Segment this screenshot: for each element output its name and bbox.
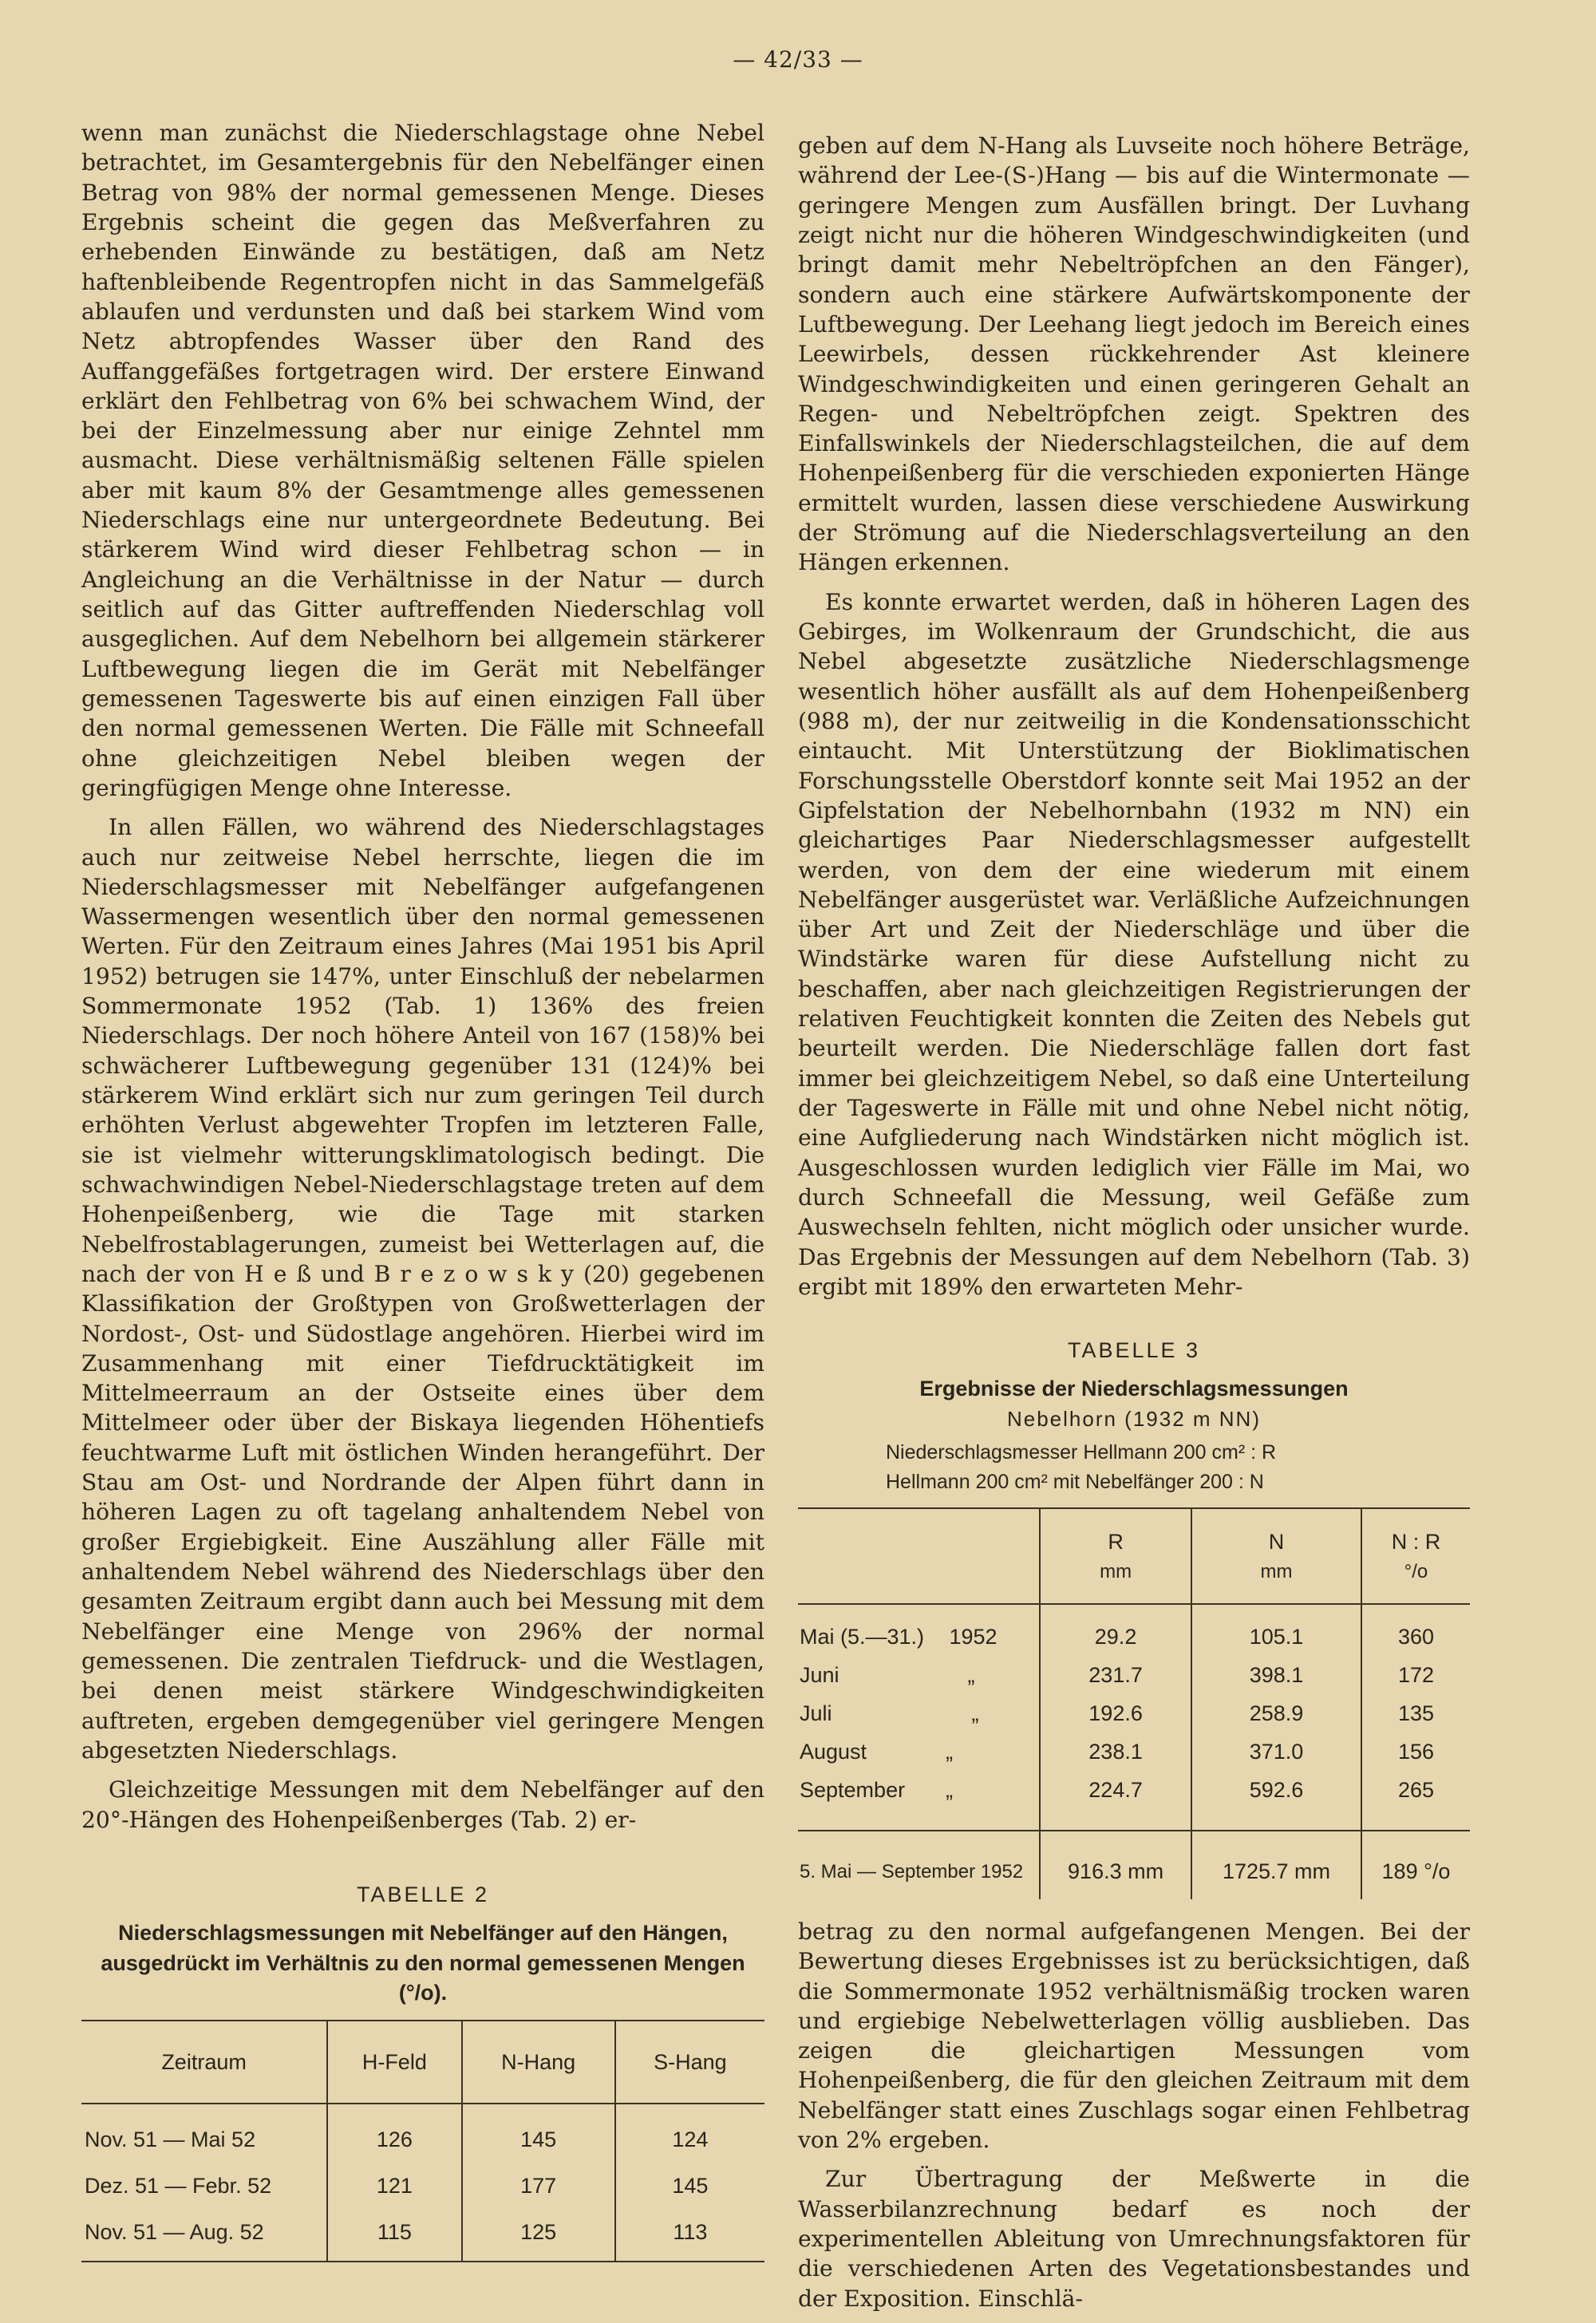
table-2-grid xyxy=(81,2020,764,2262)
table-caption: TABELLE 2 xyxy=(356,1882,490,1906)
table-cell: 265 xyxy=(1361,1772,1470,1831)
table-row xyxy=(798,1695,1470,1733)
table-cell: Nov. 51 — Mai 52 xyxy=(85,2127,256,2151)
column-header xyxy=(1040,1508,1191,1604)
right-column xyxy=(798,131,1470,2323)
column-header: Zeitraum xyxy=(81,2021,327,2104)
table-total-row xyxy=(798,1831,1470,1899)
table-legend xyxy=(886,1438,1470,1496)
table-cell: 124 xyxy=(615,2104,764,2163)
header-unit: mm xyxy=(1100,1561,1132,1583)
header-unit: mm xyxy=(1260,1561,1293,1583)
row-label xyxy=(798,1695,1040,1733)
total-cell: 1725.7 mm xyxy=(1191,1831,1361,1899)
total-cell: 916.3 mm xyxy=(1040,1831,1191,1899)
ditto-mark: „ xyxy=(967,1663,975,1688)
legend-line: Niederschlagsmesser Hellmann 200 cm² : R xyxy=(886,1441,1277,1464)
column-header: N-Hang xyxy=(462,2021,615,2104)
table-row xyxy=(81,2209,764,2262)
total-cell: 189 °/o xyxy=(1361,1831,1470,1899)
ditto-mark: „ xyxy=(946,1740,954,1764)
header-symbol: N : R xyxy=(1391,1529,1441,1554)
table-title: Ergebnisse der Niederschlagsmessungen xyxy=(919,1377,1349,1401)
table-cell: 125 xyxy=(462,2209,615,2262)
month-label: Juli xyxy=(800,1701,832,1726)
table-cell: 145 xyxy=(462,2104,615,2163)
table-cell: 177 xyxy=(462,2163,615,2209)
table-cell: 121 xyxy=(327,2163,461,2209)
ditto-mark: „ xyxy=(971,1701,979,1726)
table-cell: Dez. 51 — Febr. 52 xyxy=(85,2173,272,2198)
table-2 xyxy=(81,1882,764,2262)
paragraph: wenn man zunächst die Niederschlagstage ohne Nebel betrachtet, im Gesamtergebnis für den Nebelfänger einen Betrag von 98% der normal gemessenen Menge. Dieses Ergebnis scheint die gegen das Meßverfahren zu erhebenden Einwände zu bestätigen, daß am Netz haftenbleibende Regentropfen nicht in das Sammelgefäß ablaufen und verdunsten und daß bei starkem Wind vom Netz abtropfendes Wasser über den Rand des Auffanggefäßes fortgetragen wird. Der erstere Einwand erklärt den Fehlbetrag von 6% bei schwachem Wind, der bei der Einzelmessung aber nur einige Zehntel mm ausmacht. Diese verhältnismäßig seltenen Fälle spielen aber mit kaum 8% der Gesamtmenge alles gemessenen Niederschlags eine nur untergeordnete Bedeutung. Bei stärkerem Wind wird dieser Fehlbetrag schon — in Angleichung an die Verhältnisse in der Natur — durch seitlich auf das Gitter auftreffenden Niederschlag voll ausgeglichen. Auf dem Nebelhorn bei allgemein stärkerer Luftbewegung liegen die im Gerät mit Nebelfänger gemessenen Tageswerte bis auf einen einzigen Fall über den normal gemessenen Werten. Die Fälle mit Schneefall ohne gleichzeitigen Nebel bleiben wegen der geringfügigen Menge ohne Interesse. xyxy=(81,120,764,801)
table-row xyxy=(798,1657,1470,1695)
table-header-row xyxy=(798,1508,1470,1604)
table-cell: 360 xyxy=(1361,1604,1470,1657)
table-cell: 231.7 xyxy=(1040,1657,1191,1695)
table-cell: 135 xyxy=(1361,1695,1470,1733)
table-cell: 592.6 xyxy=(1191,1772,1361,1831)
column-header: S-Hang xyxy=(615,2021,764,2104)
table-cell: 145 xyxy=(615,2163,764,2209)
table-3-grid xyxy=(798,1507,1470,1899)
paragraph: In allen Fällen, wo während des Niederschlagstages auch nur zeitweise Nebel herrschte, liegen die im Niederschlagsmesser mit Nebelfänger aufgefangenen Wassermengen wesentlich über den normal gemessenen Werten. Für den Zeitraum eines Jahres (Mai 1951 bis April 1952) betrugen sie 147%, unter Einschluß der nebelarmen Sommermonate 1952 (Tab. 1) 136% des freien Niederschlags. Der noch höhere Anteil von 167 (158)% bei schwächerer Luftbewegung gegenüber 131 (124)% bei stärkerem Wind erklärt sich nur zum geringen Teil durch erhöhten Verlust abgewehter Tropfen im letzteren Falle, sie ist vielmehr witterungsklimatologisch bedingt. Die schwachwindigen Nebel-Niederschlagstage treten auf dem Hohenpeißenberg, wie die Tage mit starken Nebelfrostablagerungen, zumeist bei Wetterlagen auf, die nach der von H e ß und B r e z o w s k y (20) gegebenen Klassifikation der Großtypen von Großwetterlagen der Nordost-, Ost- und Südostlage angehören. Hierbei wird im Zusammenhang mit einer Tiefdrucktätigkeit im Mittelmeerraum an der Ostseite eines über dem Mittelmeer oder über der Biskaya liegenden Höhentiefs feuchtwarme Luft mit östlichen Winden herangeführt. Der Stau am Ost- und Nordrande der Alpen führt dann in höheren Lagen zu oft tagelang anhaltendem Nebel von großer Ergiebigkeit. Eine Auszählung aller Fälle mit anhaltendem Nebel während des Niederschlags über den gesamten Zeitraum ergibt dann auch bei Messung mit dem Nebelfänger eine Menge von 296% der normal gemessenen. Die zentralen Tiefdruck- und die Westlagen, bei denen meist stärkere Windgeschwindigkeiten auftreten, ergeben demgegenüber viel geringere Mengen abgesetzten Niederschlags. xyxy=(81,814,764,1764)
table-header-row xyxy=(81,2021,764,2104)
table-cell: 29.2 xyxy=(1040,1604,1191,1657)
row-label xyxy=(798,1733,1040,1772)
paragraph: betrag zu den normal aufgefangenen Mengen. Bei der Bewertung dieses Ergebnisses ist zu berücksichtigen, daß die Sommermonate 1952 verhältnismäßig trocken waren und ergiebige Nebelwetterlagen völlig ausblieben. Das zeigen die gleichartigen Messungen vom Hohenpeißenberg, die für den gleichen Zeitraum mit dem Nebelfänger statt eines Zuschlags sogar einen Fehlbetrag von 2% ergeben. xyxy=(798,1918,1470,2154)
table-cell: 224.7 xyxy=(1040,1772,1191,1831)
table-cell: 192.6 xyxy=(1040,1695,1191,1733)
table-cell: 115 xyxy=(327,2209,461,2262)
left-column xyxy=(81,118,764,2262)
table-row xyxy=(81,2104,764,2163)
column-header-blank xyxy=(798,1508,1040,1604)
header-symbol: N xyxy=(1268,1529,1285,1554)
table-cell: 156 xyxy=(1361,1733,1470,1772)
table-cell: 105.1 xyxy=(1191,1604,1361,1657)
legend-line: Hellmann 200 cm² mit Nebelfänger 200 : N xyxy=(886,1470,1264,1493)
month-label: Juni xyxy=(800,1663,839,1688)
table-cell: 371.0 xyxy=(1191,1733,1361,1772)
month-label: September xyxy=(800,1778,906,1803)
table-row xyxy=(798,1772,1470,1831)
table-caption: TABELLE 3 xyxy=(1067,1338,1201,1363)
row-label xyxy=(798,1604,1040,1657)
column-header xyxy=(1191,1508,1361,1604)
row-label xyxy=(798,1772,1040,1831)
month-label: Mai (5.—31.) xyxy=(800,1625,925,1649)
column-header xyxy=(1361,1508,1470,1604)
ditto-mark: „ xyxy=(946,1778,954,1803)
header-symbol: R xyxy=(1108,1529,1124,1554)
table-row xyxy=(798,1733,1470,1772)
total-label: 5. Mai — September 1952 xyxy=(800,1860,1024,1882)
table-cell: 398.1 xyxy=(1191,1657,1361,1695)
page-number: — 42/33 — xyxy=(733,46,863,73)
table-cell: 238.1 xyxy=(1040,1733,1191,1772)
table-cell: 258.9 xyxy=(1191,1695,1361,1733)
table-cell: 113 xyxy=(615,2209,764,2262)
table-subtitle: Nebelhorn (1932 m NN) xyxy=(1006,1406,1261,1431)
table-cell: 172 xyxy=(1361,1657,1470,1695)
paragraph: Gleichzeitige Messungen mit dem Nebelfänger auf den 20°-Hängen des Hohenpeißenberges (Tab. 2) er- xyxy=(81,1776,764,1833)
table-3 xyxy=(798,1338,1470,1899)
paragraph: geben auf dem N-Hang als Luvseite noch höhere Beträge, während der Lee-(S-)Hang — bis auf die Wintermonate — geringere Mengen zum Ausfällen bringt. Der Luvhang zeigt nicht nur die höheren Windgeschwindigkeiten (und bringt damit mehr Nebeltröpfchen an den Fänger), sondern auch eine stärkere Aufwärtskomponente der Luftbewegung. Der Leehang liegt jedoch im Bereich eines Leewirbels, dessen rückkehrender Ast kleinere Windgeschwindigkeiten und einen geringeren Gehalt an Regen- und Nebeltröpfchen zeigt. Spektren des Einfallswinkels der Niederschlagsteilchen, die auf dem Hohenpeißenberg für die verschieden exponierten Hänge ermittelt wurden, lassen diese verschiedene Auswirkung der Strömung auf die Niederschlagsverteilung an den Hängen erkennen. xyxy=(798,132,1470,576)
header-unit: °/o xyxy=(1404,1561,1428,1583)
table-row xyxy=(81,2163,764,2209)
table-cell: 126 xyxy=(327,2104,461,2163)
table-cell: Nov. 51 — Aug. 52 xyxy=(81,2209,327,2262)
table-row xyxy=(798,1604,1470,1657)
month-label: August xyxy=(800,1740,867,1764)
column-header: H-Feld xyxy=(327,2021,461,2104)
year-label: 1952 xyxy=(949,1625,998,1649)
table-title: Niederschlagsmessungen mit Nebelfänger auf den Hängen, ausgedrückt im Verhältnis zu den normal gemessenen Mengen (°/o). xyxy=(101,1920,745,2005)
row-label xyxy=(798,1657,1040,1695)
paragraph: Es konnte erwartet werden, daß in höheren Lagen des Gebirges, im Wolkenraum der Grundschicht, die aus Nebel abgesetzte zusätzliche Niederschlagsmenge wesentlich höher ausfällt als auf dem Hohenpeißenberg (988 m), der nur zeitweilig in die Kondensationsschicht eintaucht. Mit Unterstützung der Bioklimatischen Forschungsstelle Oberstdorf konnte seit Mai 1952 an der Gipfelstation der Nebelhornbahn (1932 m NN) ein gleichartiges Paar Niederschlagsmesser aufgestellt werden, von dem der eine wiederum mit einem Nebelfänger ausgerüstet war. Verläßliche Aufzeichnungen über Art und Zeit der Niederschläge und über die Windstärke waren für diese Aufstellung nicht zu beschaffen, aber nach gleichzeitigen Registrierungen der relativen Feuchtigkeit konnten die Zeiten des Nebels gut beurteilt werden. Die Niederschläge fallen dort fast immer bei gleichzeitigem Nebel, so daß eine Unterteilung der Tageswerte in Fälle mit und ohne Nebel nicht nötig, eine Aufgliederung nach Windstärken nicht möglich ist. Ausgeschlossen wurden lediglich vier Fälle im Mai, wo durch Schneefall die Messung, weil Gefäße zum Auswechseln fehlten, nicht möglich oder unsicher wurde. Das Ergebnis der Messungen auf dem Nebelhorn (Tab. 3) ergibt mit 189% den erwarteten Mehr- xyxy=(798,588,1470,1300)
paragraph: Zur Übertragung der Meßwerte in die Wasserbilanzrechnung bedarf es noch der experimentellen Ableitung von Umrechnungsfaktoren für die verschiedenen Arten des Vegetationsbestandes und der Exposition. Einschlä- xyxy=(798,2166,1470,2312)
